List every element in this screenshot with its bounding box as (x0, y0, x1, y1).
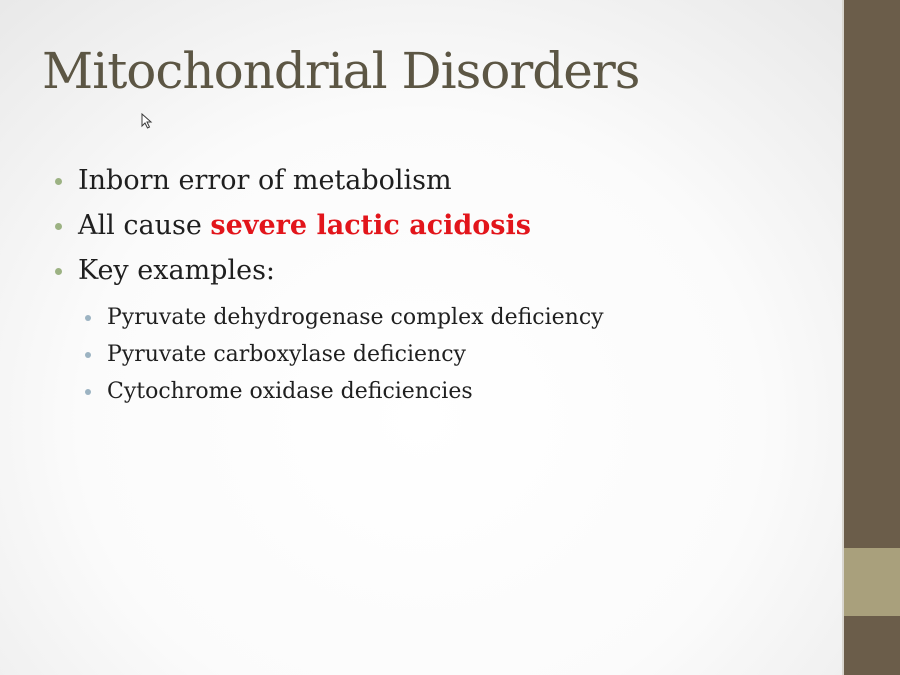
bullet-dot-icon (85, 389, 91, 395)
sidebar-accent-block (844, 548, 900, 616)
bullet-dot-icon (55, 223, 62, 230)
bullet-dot-icon (55, 178, 62, 185)
sub-bullet-text: Pyruvate carboxylase deficiency (107, 342, 466, 367)
bullet-item (52, 248, 812, 293)
bullet-text: Inborn error of metabolism (78, 165, 452, 196)
bullet-dot-icon (55, 268, 62, 275)
bullet-emphasis-text: severe lactic acidosis (210, 210, 531, 241)
sub-bullet-item (52, 336, 812, 373)
bullet-item (52, 203, 812, 248)
bullet-text: All cause (78, 210, 211, 241)
mouse-pointer-icon (141, 113, 153, 129)
bullet-item (52, 158, 812, 203)
sub-bullet-text: Pyruvate dehydrogenase complex deficiency (107, 305, 604, 330)
slide-title: Mitochondrial Disorders (42, 42, 640, 100)
bullet-dot-icon (85, 352, 91, 358)
sub-bullet-item (52, 373, 812, 410)
bullet-list (52, 158, 812, 410)
bullet-dot-icon (85, 315, 91, 321)
bullet-text: Key examples: (78, 255, 276, 286)
sub-bullet-text: Cytochrome oxidase deficiencies (107, 379, 473, 404)
sub-bullet-item (52, 299, 812, 336)
